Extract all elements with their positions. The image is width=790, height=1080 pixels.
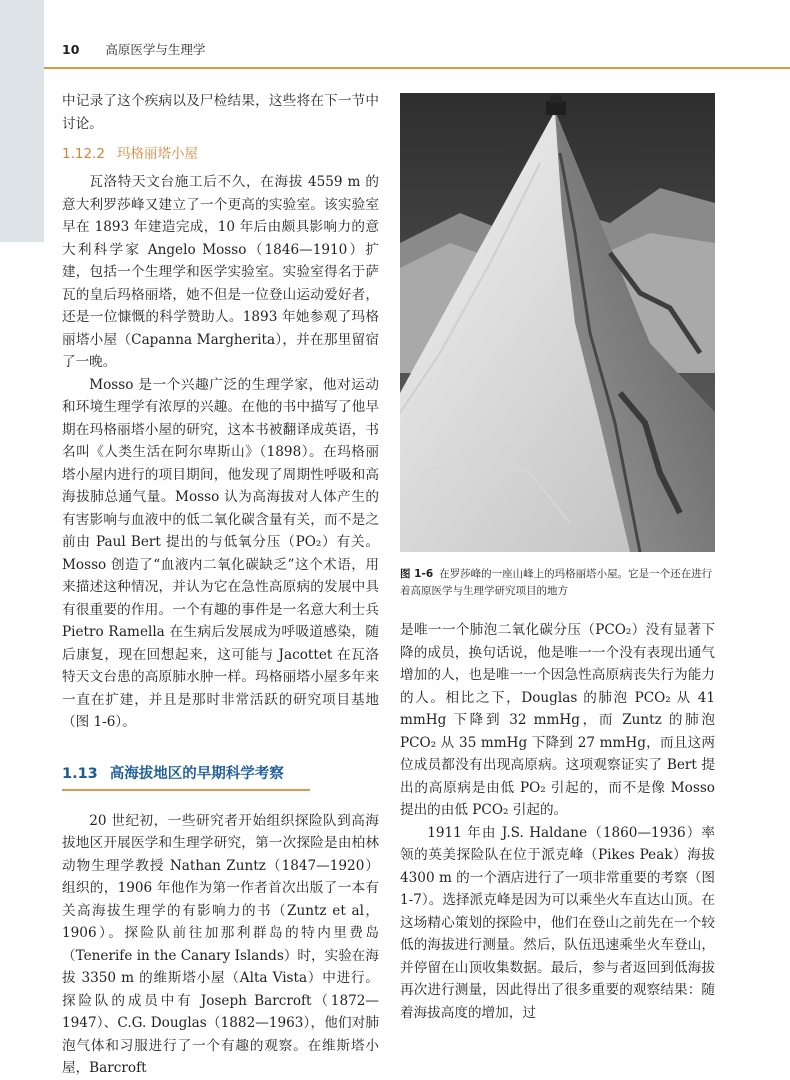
heading-underline — [62, 789, 310, 791]
side-thumb-tab — [0, 0, 44, 242]
header-rule — [44, 67, 790, 69]
paragraph: 20 世纪初，一些研究者开始组织探险队到高海拔地区开展医学和生理学研究，第一次探险是由柏林动物生理学教授 Nathan Zuntz（1847—1920）组织的，1906 年他作为第一作者首次出版了一本有关高海拔生理学的有影响力的书（Zuntz et al，1906）。探险队前往加那利群岛的特内里费岛（Tenerife in the Canary Islands）时，实验在海拔 3350 m 的维斯塔小屋（Alta Vista）中进行。探险队的成员中有 Joseph Barcroft（1872—1947）、C.G. Douglas（1882—1963），他们对肺泡气体和习服进行了一个有趣的观察。在维斯塔小屋，Barcroft — [62, 812, 379, 1076]
section-title: 玛格丽塔小屋 — [116, 146, 198, 162]
figure-caption — [400, 566, 715, 600]
figure-caption-text: 在罗莎峰的一座山峰上的玛格丽塔小屋。它是一个还在进行着高原医学与生理学研究项目的地方 — [400, 568, 713, 597]
section-number: 1.13 — [62, 765, 98, 782]
left-column — [62, 90, 379, 1080]
figure-label: 图 1-6 — [400, 568, 434, 580]
section-title: 高海拔地区的早期科学考察 — [109, 765, 284, 782]
page-number: 10 — [62, 42, 80, 57]
paragraph-continued: 中记录了这个疾病以及尸检结果，这些将在下一节中讨论。 — [62, 93, 379, 132]
paragraph: Mosso 是一个兴趣广泛的生理学家，他对运动和环境生理学有浓厚的兴趣。在他的书中描写了他早期在玛格丽塔小屋的研究，这本书被翻译成英语，书名叫《人类生活在阿尔卑斯山》（1898）。在玛格丽塔小屋内进行的项目期间，他发现了周期性呼吸和高海拔肺总通气量。Mosso 认为高海拔对人体产生的有害影响与血液中的低二氧化碳含量有关，而不是之前由 Paul Bert 提出的与低氧分压（PO₂）有关。Mosso 创造了“血液内二氧化碳缺乏”这个术语，用来描述这种情况，并认为它在急性高原病的发展中具有很重要的作用。一个有趣的事件是一名意大利士兵 Pietro Ramella 在生病后发展成为呼吸道感染，随后康复，现在回想起来，这可能与 Jacottet 在瓦洛特天文台患的高原肺水肿一样。玛格丽塔小屋多年来一直在扩建，并且是那时非常活跃的研究项目基地（图 1-6）。 — [62, 376, 379, 730]
section-number: 1.12.2 — [62, 146, 105, 162]
paragraph: 1911 年由 J.S. Haldane（1860—1936）率领的英美探险队在位于派克峰（Pikes Peak）海拔 4300 m 的一个酒店进行了一项非常重要的考察（图 1-7）。选择派克峰是因为可以乘坐火车直达山顶。在这场精心策划的探险中，他们在登山之前先在一个较低的海拔进行测量。然后，队伍迅速乘坐火车登山，并停留在山顶收集数据。最后，参与者返回到低海拔再次进行测量，因此得出了很多重要的观察结果：随着海拔高度的增加，过 — [400, 824, 715, 1021]
section-heading-1-13 — [62, 762, 379, 792]
running-header — [62, 40, 717, 64]
paragraph-continued: 是唯一一个肺泡二氧化碳分压（PCO₂）没有显著下降的成员，换句话说，他是唯一一个没有表现出通气增加的人，也是唯一一个因急性高原病丧失行为能力的人。相比之下，Douglas 的肺泡 PCO₂ 从 41 mmHg 下降到 32 mmHg，而 Zuntz 的肺泡 PCO₂ 从 35 mmHg 下降到 27 mmHg，而且这两位成员都没有出现高原病。这项观察证实了 Bert 提出的高原病是由低 PO₂ 引起的，而不是像 Mosso 提出的由低 PCO₂ 引起的。 — [400, 622, 715, 818]
right-column — [400, 619, 715, 1024]
running-title: 高原医学与生理学 — [105, 42, 206, 57]
section-heading-1-12-2 — [62, 144, 379, 164]
mountain-photo — [400, 93, 715, 552]
paragraph: 瓦洛特天文台施工后不久，在海拔 4559 m 的意大利罗莎峰又建立了一个更高的实验室。该实验室早在 1893 年建造完成，10 年后由颇具影响力的意大利科学家 Angelo Mosso（1846—1910）扩建，包括一个生理学和医学实验室。实验室得名于萨瓦的皇后玛格丽塔，她不但是一位登山运动爱好者，还是一位慷慨的科学赞助人。1893 年她参观了玛格丽塔小屋（Capanna Margherita），并在那里留宿了一晚。 — [62, 174, 379, 370]
